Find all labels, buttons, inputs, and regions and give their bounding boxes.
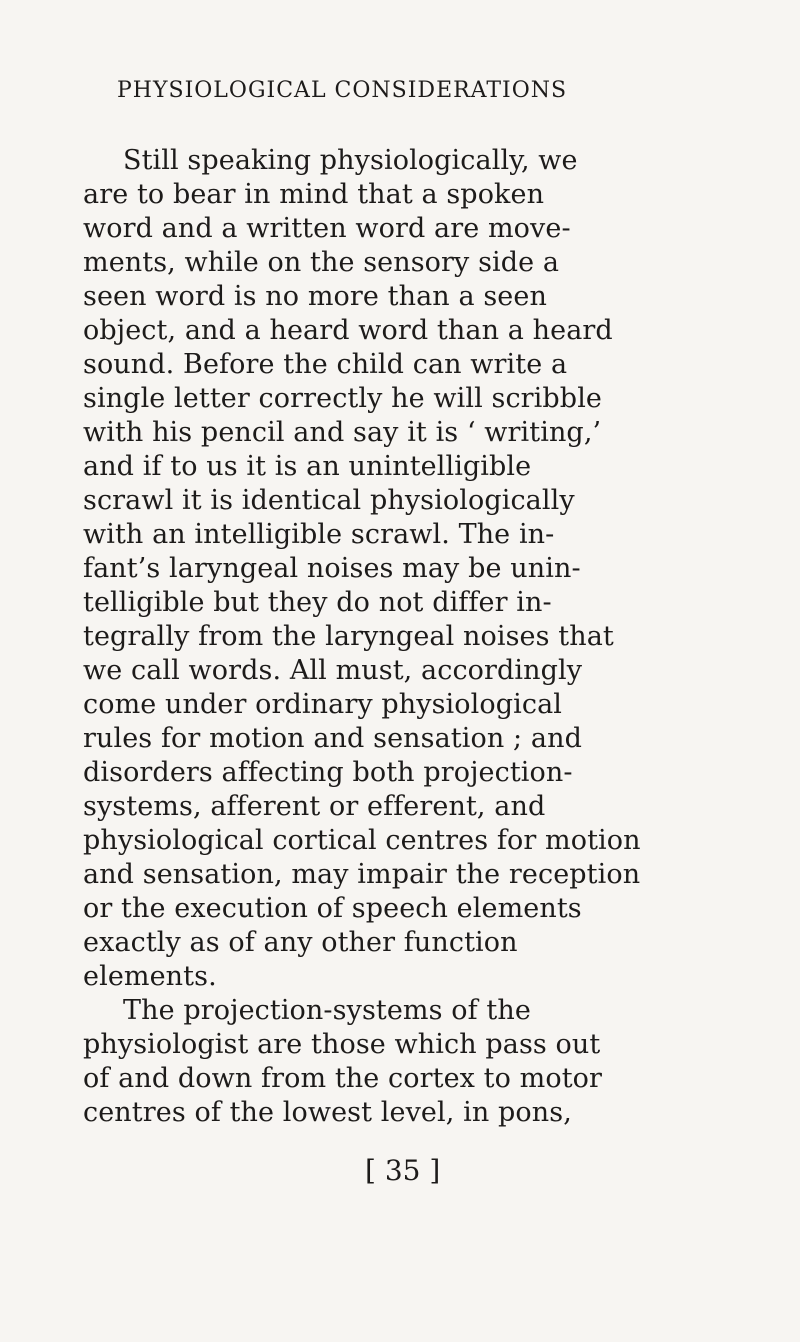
text-line: sound. Before the child can write a [83,349,568,380]
text-line: telligible but they do not differ in- [83,587,552,618]
text-line: we call words. All must, accordingly [83,655,583,686]
text-line: of and down from the cortex to motor [83,1063,603,1094]
text-line: and if to us it is an unintelligible [83,451,532,482]
text-line: physiological cortical centres for motion [83,825,641,856]
text-line: object, and a heard word than a heard [83,315,613,346]
text-line: centres of the lowest level, in pons, [83,1097,572,1128]
text-line: Still speaking physiologically, we [123,145,578,176]
text-line: and sensation, may impair the reception [83,859,641,890]
text-line: seen word is no more than a seen [83,281,547,312]
text-line: exactly as of any other function [83,927,518,958]
text-line: ments, while on the sensory side a [83,247,560,278]
text-line: fant’s laryngeal noises may be unin- [83,553,581,584]
page-number: [ 35 ] [365,1154,441,1187]
text-line: with his pencil and say it is ‘ writing,’ [83,417,602,448]
text-line: disorders affecting both projection- [83,757,573,788]
text-line: systems, afferent or efferent, and [83,791,546,822]
text-line: physiologist are those which pass out [83,1029,601,1060]
text-line: elements. [83,961,217,992]
text-line: word and a written word are move- [83,213,571,244]
text-line: come under ordinary physiological [83,689,563,720]
text-line: are to bear in mind that a spoken [83,179,545,210]
text-line: or the execution of speech elements [83,893,582,924]
running-head: PHYSIOLOGICAL CONSIDERATIONS [117,78,568,103]
text-line: tegrally from the laryngeal noises that [83,621,614,652]
text-line: single letter correctly he will scribble [83,383,603,414]
text-line: rules for motion and sensation ; and [83,723,582,754]
text-line: scrawl it is identical physiologically [83,485,575,516]
text-line: The projection-systems of the [123,995,531,1026]
text-line: with an intelligible scrawl. The in- [83,519,555,550]
